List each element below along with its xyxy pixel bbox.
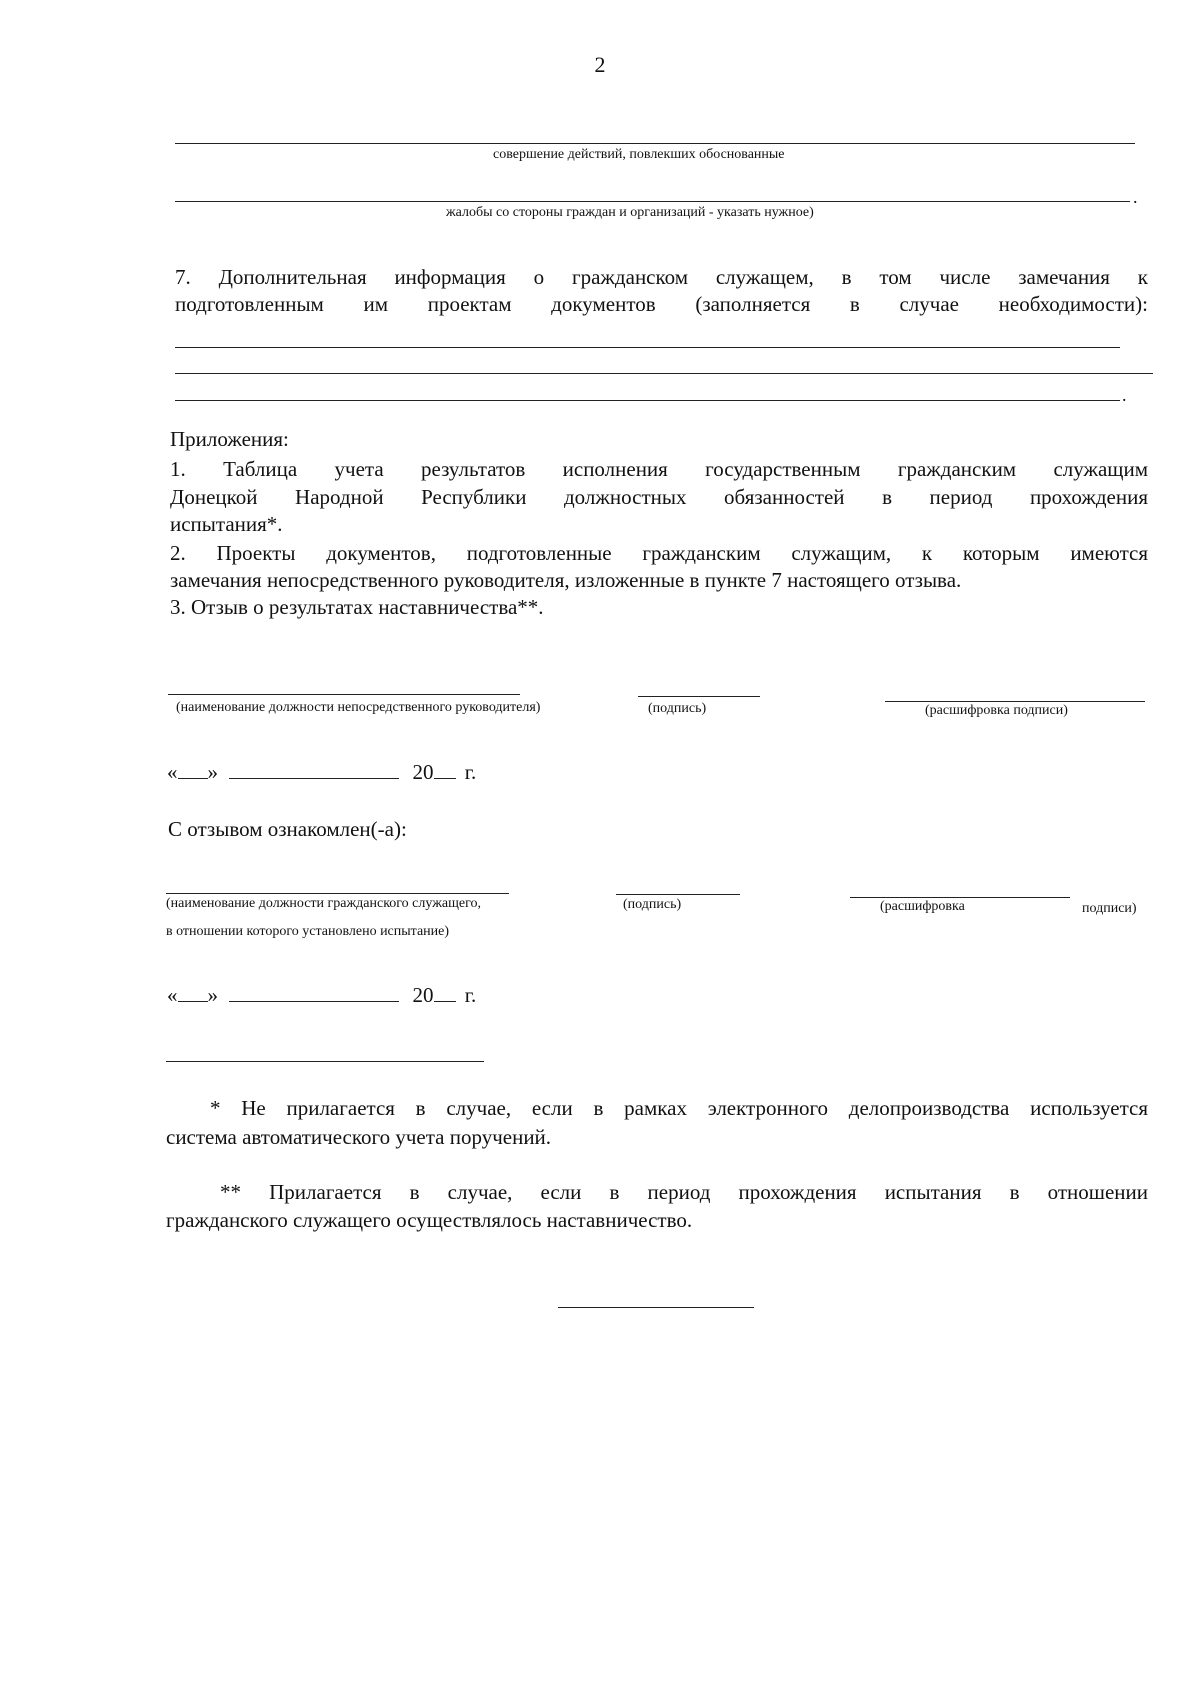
date-open-quote: « <box>167 760 178 784</box>
date-field-2 <box>167 983 476 1008</box>
footnote-2-line2: гражданского служащего осуществлялось наставничество. <box>166 1208 693 1232</box>
appendices-heading: Приложения: <box>170 427 289 451</box>
signature-line-sign <box>616 894 740 895</box>
appendix-item1-line3: испытания*. <box>170 512 283 536</box>
caption-section6-line2: жалобы со стороны граждан и организаций - указать нужное) <box>446 205 814 220</box>
date-month-blank <box>229 760 399 779</box>
signature-line-position <box>168 694 520 695</box>
appendix-item3: 3. Отзыв о результатах наставничества**. <box>170 595 544 619</box>
date-year-suffix: г. <box>464 760 477 784</box>
signature-line-position <box>166 893 509 894</box>
signature-line-decode <box>885 701 1145 702</box>
footnote-2-line1: ** Прилагается в случае, если в период прохождения испытания в отношении <box>220 1180 1148 1204</box>
footnote-1-line1: * Не прилагается в случае, если в рамках электронного делопроизводства используется <box>210 1096 1148 1120</box>
date-open-quote: « <box>167 983 178 1007</box>
date-year-blank <box>434 983 456 1002</box>
signature-line-decode <box>850 897 1070 898</box>
fill-line <box>175 143 1135 144</box>
date-month-blank <box>229 983 399 1002</box>
caption-section6-line1: совершение действий, повлекших обоснованные <box>493 147 785 162</box>
caption-employee-signature: (подпись) <box>623 897 682 912</box>
fill-line <box>175 400 1120 401</box>
end-separator <box>558 1307 754 1308</box>
caption-manager-signature: (подпись) <box>648 701 707 716</box>
caption-employee-position-line1: (наименование должности гражданского служащего, <box>166 896 481 911</box>
caption-manager-decode: (расшифровка подписи) <box>925 703 1068 718</box>
appendix-item1-line2: Донецкой Народной Республики должностных обязанностей в период прохождения <box>170 485 1148 509</box>
section7-line1: 7. Дополнительная информация о гражданском служащем, в том числе замечания к <box>175 265 1148 289</box>
page-number: 2 <box>594 52 606 77</box>
caption-manager-position: (наименование должности непосредственного руководителя) <box>176 700 541 715</box>
end-dot: . <box>1133 187 1138 207</box>
date-year-prefix: 20 <box>412 983 434 1007</box>
appendix-item1-line1: 1. Таблица учета результатов исполнения государственным гражданским служащим <box>170 457 1148 481</box>
date-year-blank <box>434 760 456 779</box>
fill-line <box>175 201 1130 202</box>
fill-line <box>175 373 1153 374</box>
caption-employee-decode-part2: подписи) <box>1082 901 1137 916</box>
caption-employee-decode-part1: (расшифровка <box>880 899 965 914</box>
date-close-quote: » <box>207 983 218 1007</box>
caption-employee-position-line2: в отношении которого установлено испытание) <box>166 924 450 939</box>
section7-line2: подготовленным им проектам документов (заполняется в случае необходимости): <box>175 292 1148 316</box>
date-day-blank <box>178 760 208 779</box>
date-day-blank <box>178 983 208 1002</box>
appendix-item2-line1: 2. Проекты документов, подготовленные гражданским служащим, к которым имеются <box>170 541 1148 565</box>
footnote-1-line2: система автоматического учета поручений. <box>166 1125 552 1149</box>
date-year-prefix: 20 <box>412 760 434 784</box>
fill-line <box>175 347 1120 348</box>
footnote-separator <box>166 1061 484 1062</box>
signature-line-sign <box>638 696 760 697</box>
appendix-item2-line2: замечания непосредственного руководителя, изложенные в пункте 7 настоящего отзыва. <box>170 568 962 592</box>
acquainted-label: С отзывом ознакомлен(-а): <box>168 817 407 841</box>
end-dot: . <box>1122 385 1127 405</box>
date-year-suffix: г. <box>464 983 477 1007</box>
date-close-quote: » <box>207 760 218 784</box>
date-field-1 <box>167 760 476 785</box>
